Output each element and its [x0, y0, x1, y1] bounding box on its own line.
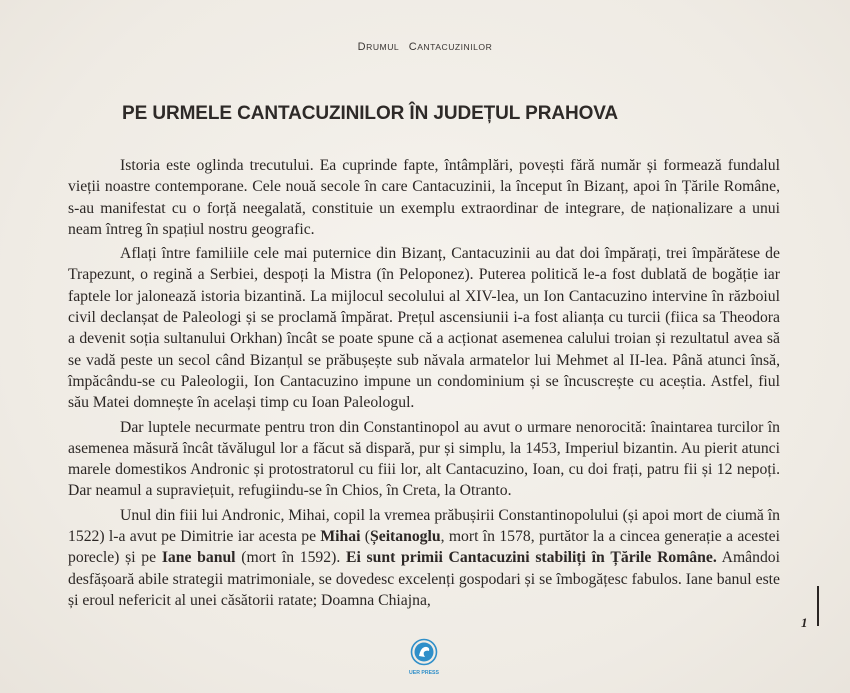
bold-name-mihai: Mihai — [320, 528, 361, 546]
text-run: ( — [360, 528, 370, 546]
paragraph-3: Dar luptele necurmate pentru tron din Constantinopol au avut o urmare nenorocită: înaintarea turcilor în asemenea măsură încât tăvălugul lor a făcut să dispară, pur și simplu, la 1453, Imperiul bizantin. Au pierit atunci marele domestikos Andronic și protostratorul cu fiii lor, alt Cantacuzino, Ioan, cu doi frați, patru fii și 12 nepoți. Dar neamul a supraviețuit, refugiindu-se în Chios, în Creta, la Otranto. — [68, 418, 780, 500]
chapter-title: PE URMELE CANTACUZINILOR ÎN JUDEȚUL PRAHOVA — [122, 103, 619, 124]
text-run: Amândoi desfășoară abile strategii matrimoniale, se dovedesc excelenți gospodari și se îmbogățesc fabulos. Iane banul este și eroul nefericit al unei căsătorii ratate; Doamna Chiajna, — [68, 549, 780, 609]
logo-text: UER PRESS — [409, 670, 439, 676]
paragraph-4 — [68, 505, 780, 611]
header-word-1 — [358, 41, 400, 53]
header-rest: RUMUL — [366, 42, 400, 52]
paragraph-1: Istoria este oglinda trecutului. Ea cuprinde fapte, întâmplări, povești fără număr și formează fundalul vieții noastre contemporane. Cele nouă secole în care Cantacuzinii, la început în Bizanț, apoi în Țările Române, s-au manifestat cu o forță neegalată, constituie un exemplu extraordinar de integrare, de naționalizare a unui neam întreg în spațiul nostru geografic. — [68, 157, 780, 238]
bold-name-iane: Iane banul — [161, 549, 236, 567]
body-text — [68, 155, 780, 611]
publisher-logo-icon — [409, 638, 439, 678]
text-run: Unul din fiii lui Andronic, Mihai, copil la vremea prăbușirii Constantinopolului (și apoi mort de ciumă în 1522) l-a avut pe Dimitrie iar acesta pe — [68, 506, 780, 546]
header-initial: D — [357, 41, 367, 53]
header-initial: C — [408, 41, 418, 53]
bold-name-seitanoglu: Șeitanoglu — [370, 528, 441, 546]
folio-rule — [817, 586, 819, 626]
header-rest: ANTACUZINILOR — [417, 42, 493, 52]
paragraph-2: Aflați între familiile cele mai puternice din Bizanț, Cantacuzinii au dat doi împărați, trei împărătese de Trapezunt, o regină a Serbiei, despoți la Mistra (în Peloponez). Puterea politică le-a fost dublată de bogăție iar faptele lor jalonează istoria bizantină. La mijlocul secolului al XIV-lea, un Ion Cantacuzino intervine în războiul civil declanșat de Paleologi și se proclamă împărat. Prețul ascensiunii i-a fost alianța cu turcii (fiica sa Theodora a devenit soția sultanului Orkhan) încât se poate spune că a acționat asemenea calului troian și rezultatul avea să se vadă peste un secol când Bizanțul se prăbușește sub năvala armatelor lui Mehmet al II-lea. Până atunci însă, împăcându-se cu Paleologii, Ion Cantacuzino impune un condominium și se încuscrește cu aceștia. Astfel, fiul său Matei domnește în același timp cu Ioan Paleologul. — [68, 245, 780, 412]
header-word-2 — [409, 41, 493, 53]
text-run: , mort în 1578, purtător la a cincea generație a acestei porecle) și pe — [68, 528, 780, 567]
text-run: (mort în 1592). — [235, 549, 346, 567]
running-header — [0, 41, 850, 53]
page-number: 1 — [801, 615, 808, 630]
bold-statement: Ei sunt primii Cantacuzini stabiliți în Țările Române. — [345, 549, 717, 567]
